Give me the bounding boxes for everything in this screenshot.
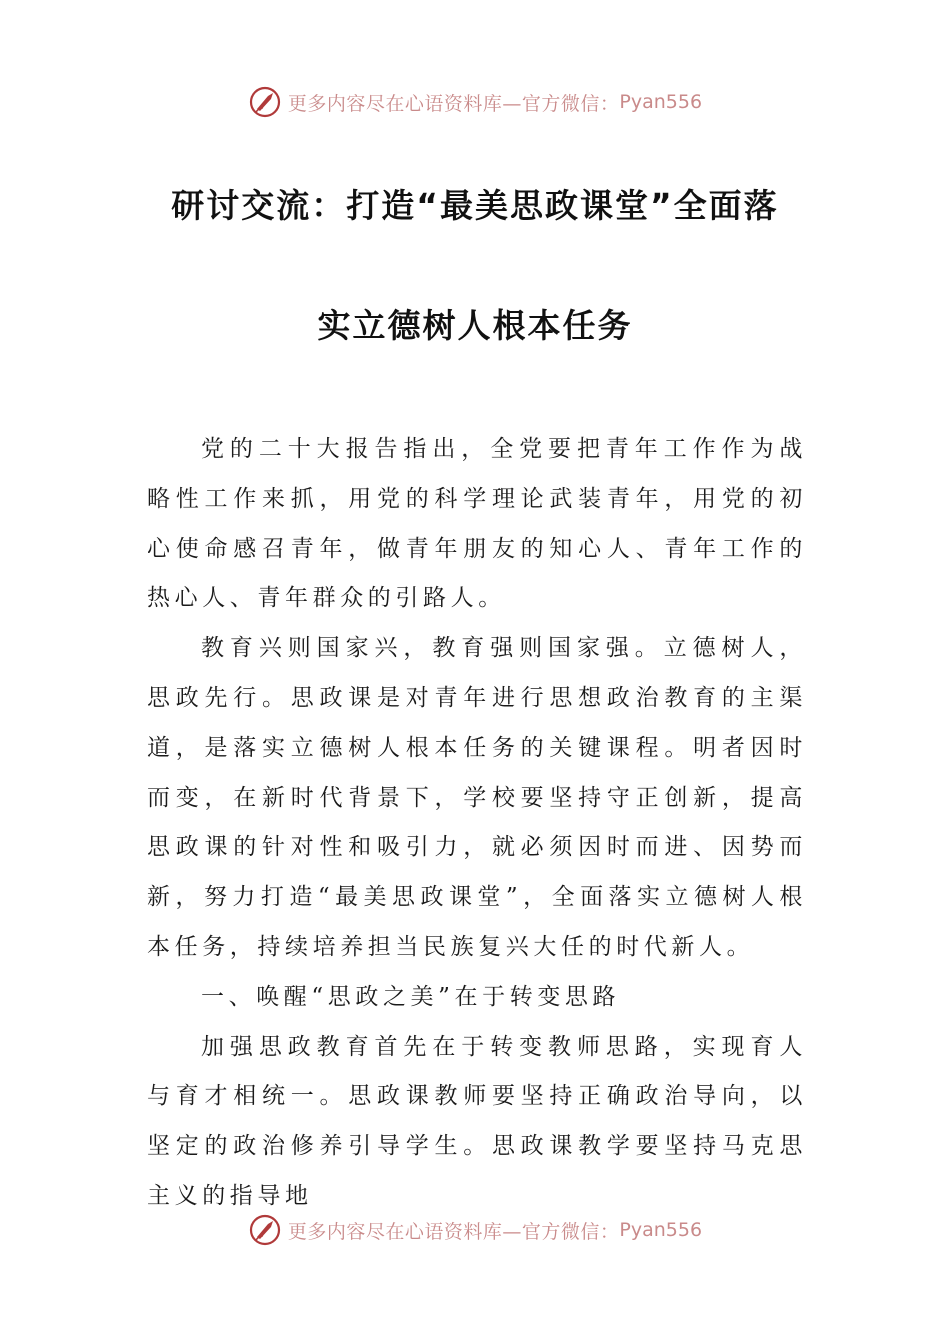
paragraph-1: 党的二十大报告指出，全党要把青年工作作为战略性工作来抓，用党的科学理论武装青年，用党的初心使命感召青年，做青年朋友的知心人、青年工作的热心人、青年群众的引路人。 <box>147 436 807 612</box>
section-heading-1: 一、唤醒“思政之美”在于转变思路 <box>201 983 621 1010</box>
paragraph-3: 加强思政教育首先在于转变教师思路，实现育人与育才相统一。思政课教师要坚持正确政治导向，以坚定的政治修养引导学生。思政课教学要坚持马克思主义的指导地 <box>147 1033 807 1209</box>
watermark-text: 更多内容尽在心语资料库—官方微信： <box>287 92 620 115</box>
watermark-header <box>0 82 950 122</box>
document-title-line-1: 研讨交流：打造“最美思政课堂”全面落 <box>171 186 779 225</box>
watermark-wechat-id: Pyan556 <box>619 1219 703 1241</box>
pen-nib-logo-icon <box>248 85 282 119</box>
watermark-footer <box>0 1210 950 1250</box>
document-title-line-2: 实立德树人根本任务 <box>317 306 633 345</box>
document-body <box>147 425 807 1222</box>
watermark-text: 更多内容尽在心语资料库—官方微信： <box>287 1220 620 1243</box>
watermark-wechat-id: Pyan556 <box>619 91 703 113</box>
pen-nib-logo-icon <box>248 1213 282 1247</box>
paragraph-2: 教育兴则国家兴，教育强则国家强。立德树人，思政先行。思政课是对青年进行思想政治教育的主渠道，是落实立德树人根本任务的关键课程。明者因时而变，在新时代背景下，学校要坚持守正创新，提高思政课的针对性和吸引力，就必须因时而进、因势而新，努力打造“最美思政课堂”，全面落实立德树人根本任务，持续培养担当民族复兴大任的时代新人。 <box>147 635 807 960</box>
